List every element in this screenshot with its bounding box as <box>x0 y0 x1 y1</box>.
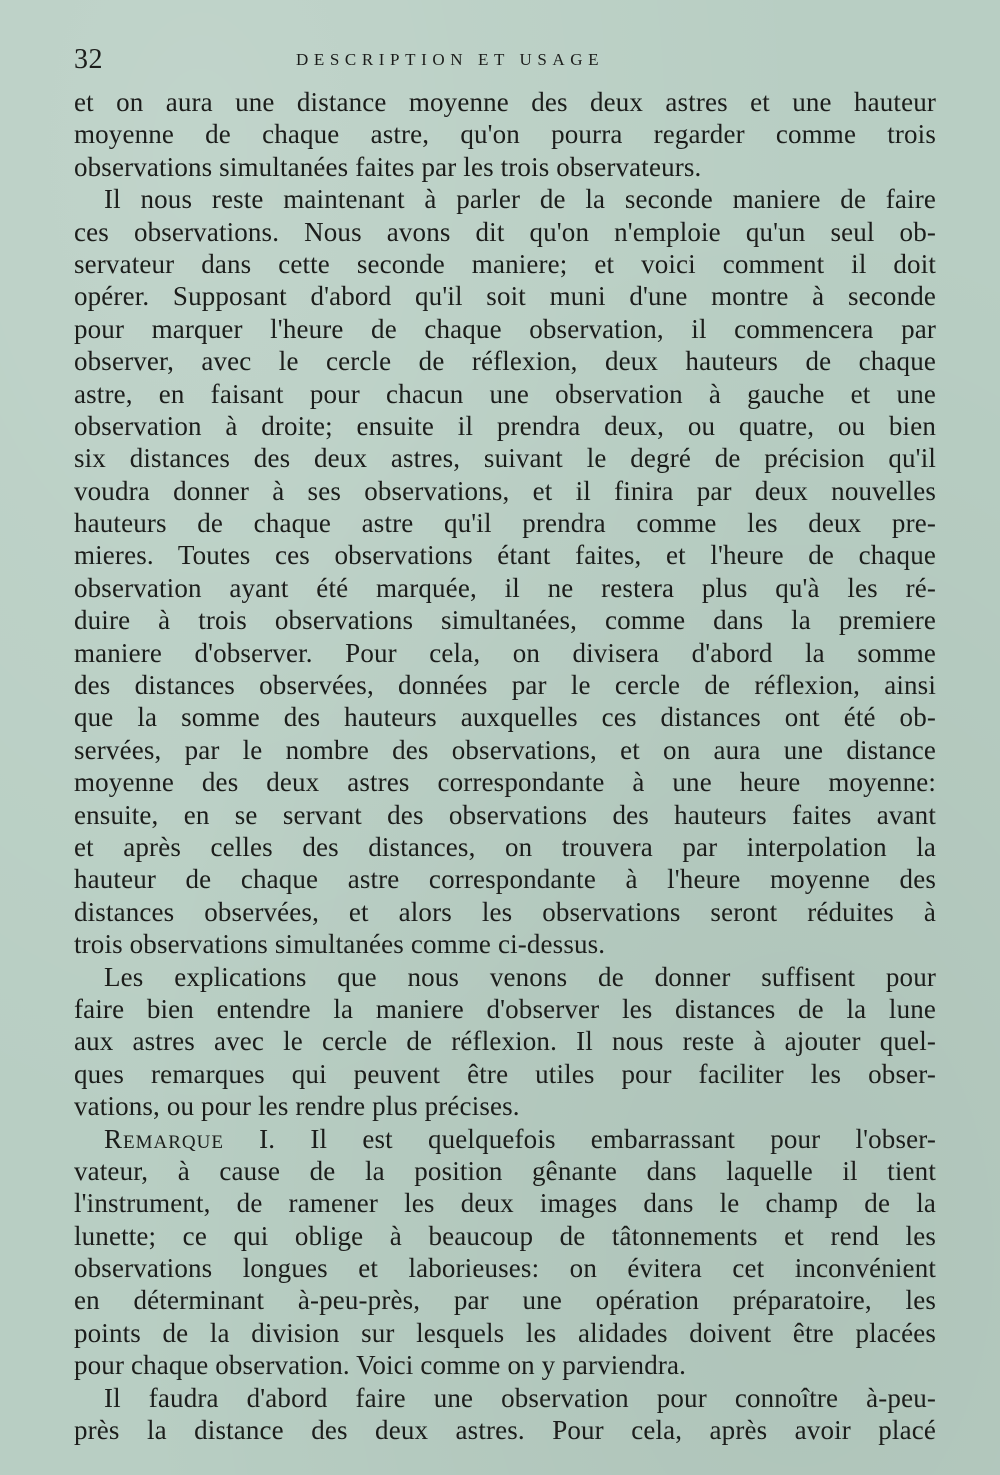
text-line: trois observations simultanées comme ci-dessus. <box>74 929 606 960</box>
text-line: et on aura une distance moyenne des deux astres et une hauteur <box>74 87 936 117</box>
remark-text: I. Il est quelquefois embarrassant pour l'obser- <box>223 1123 936 1154</box>
text-line: six distances des deux astres, suivant le degré de précision qu'il <box>74 443 936 474</box>
text-line: points de la division sur lesquels les alidades doivent être placées <box>74 1317 936 1348</box>
remark-heading: Remarque <box>104 1123 224 1154</box>
text-line: des distances observées, données par le cercle de réflexion, ainsi <box>74 670 936 701</box>
page-number: 32 <box>74 44 103 75</box>
text-line: voudra donner à ses observations, et il finira par deux nouvelles <box>74 475 936 506</box>
text-line: l'instrument, de ramener les deux images dans le champ de la <box>74 1188 936 1219</box>
text-line: observer, avec le cercle de réflexion, deux hauteurs de chaque <box>74 346 936 377</box>
text-line: en déterminant à-peu-près, par une opération préparatoire, les <box>74 1285 936 1316</box>
text-line: vateur, à cause de la position gênante dans laquelle il tient <box>74 1155 936 1186</box>
text-line <box>74 1123 936 1155</box>
text-line: Il faudra d'abord faire une observation pour connoître à-peu- <box>104 1382 936 1413</box>
text-line: distances observées, et alors les observations seront réduites à <box>74 896 936 927</box>
text-line: pour marquer l'heure de chaque observation, il commencera par <box>74 313 936 344</box>
text-line: Il nous reste maintenant à parler de la seconde maniere de faire <box>104 184 936 215</box>
text-line: maniere d'observer. Pour cela, on divisera d'abord la somme <box>74 637 936 668</box>
running-head: DESCRIPTION ET USAGE <box>296 50 605 69</box>
text-line: observations longues et laborieuses: on évitera cet inconvénient <box>74 1253 936 1284</box>
text-line: observation ayant été marquée, il ne restera plus qu'à les ré- <box>74 572 936 603</box>
text-line: que la somme des hauteurs auxquelles ces distances ont été ob- <box>74 702 936 733</box>
text-line: observation à droite; ensuite il prendra deux, ou quatre, ou bien <box>74 410 936 441</box>
body-text <box>74 86 936 1446</box>
text-line: duire à trois observations simultanées, comme dans la premiere <box>74 605 936 636</box>
text-line: mieres. Toutes ces observations étant faites, et l'heure de chaque <box>74 540 936 571</box>
text-line: moyenne des deux astres correspondante à une heure moyenne: <box>74 767 936 798</box>
text-line: ces observations. Nous avons dit qu'on n'emploie qu'un seul ob- <box>74 216 936 247</box>
text-line: servées, par le nombre des observations, et on aura une distance <box>74 734 936 765</box>
text-line: observations simultanées faites par les trois observateurs. <box>74 151 702 182</box>
text-line: ques remarques qui peuvent être utiles pour faciliter les obser- <box>74 1058 936 1089</box>
text-line: près la distance des deux astres. Pour cela, après avoir placé <box>74 1415 936 1446</box>
text-line: hauteurs de chaque astre qu'il prendra comme les deux pre- <box>74 508 936 539</box>
text-line: aux astres avec le cercle de réflexion. Il nous reste à ajouter quel- <box>74 1026 936 1057</box>
text-line: ensuite, en se servant des observations des hauteurs faites avant <box>74 799 936 830</box>
text-line: faire bien entendre la maniere d'observer les distances de la lune <box>74 993 936 1024</box>
text-line: hauteur de chaque astre correspondante à l'heure moyenne des <box>74 864 936 895</box>
text-line: servateur dans cette seconde maniere; et voici comment il doit <box>74 248 936 279</box>
text-line: pour chaque observation. Voici comme on y parviendra. <box>74 1350 687 1381</box>
text-line: lunette; ce qui oblige à beaucoup de tâtonnements et rend les <box>74 1220 936 1251</box>
text-line: astre, en faisant pour chacun une observation à gauche et une <box>74 378 936 409</box>
text-line: opérer. Supposant d'abord qu'il soit muni d'une montre à seconde <box>74 281 936 312</box>
page-header <box>74 40 930 80</box>
text-line: et après celles des distances, on trouvera par interpolation la <box>74 831 936 862</box>
text-line: Les explications que nous venons de donner suffisent pour <box>104 961 936 992</box>
text-line: moyenne de chaque astre, qu'on pourra regarder comme trois <box>74 119 936 150</box>
text-line: vations, ou pour les rendre plus précises. <box>74 1091 520 1122</box>
